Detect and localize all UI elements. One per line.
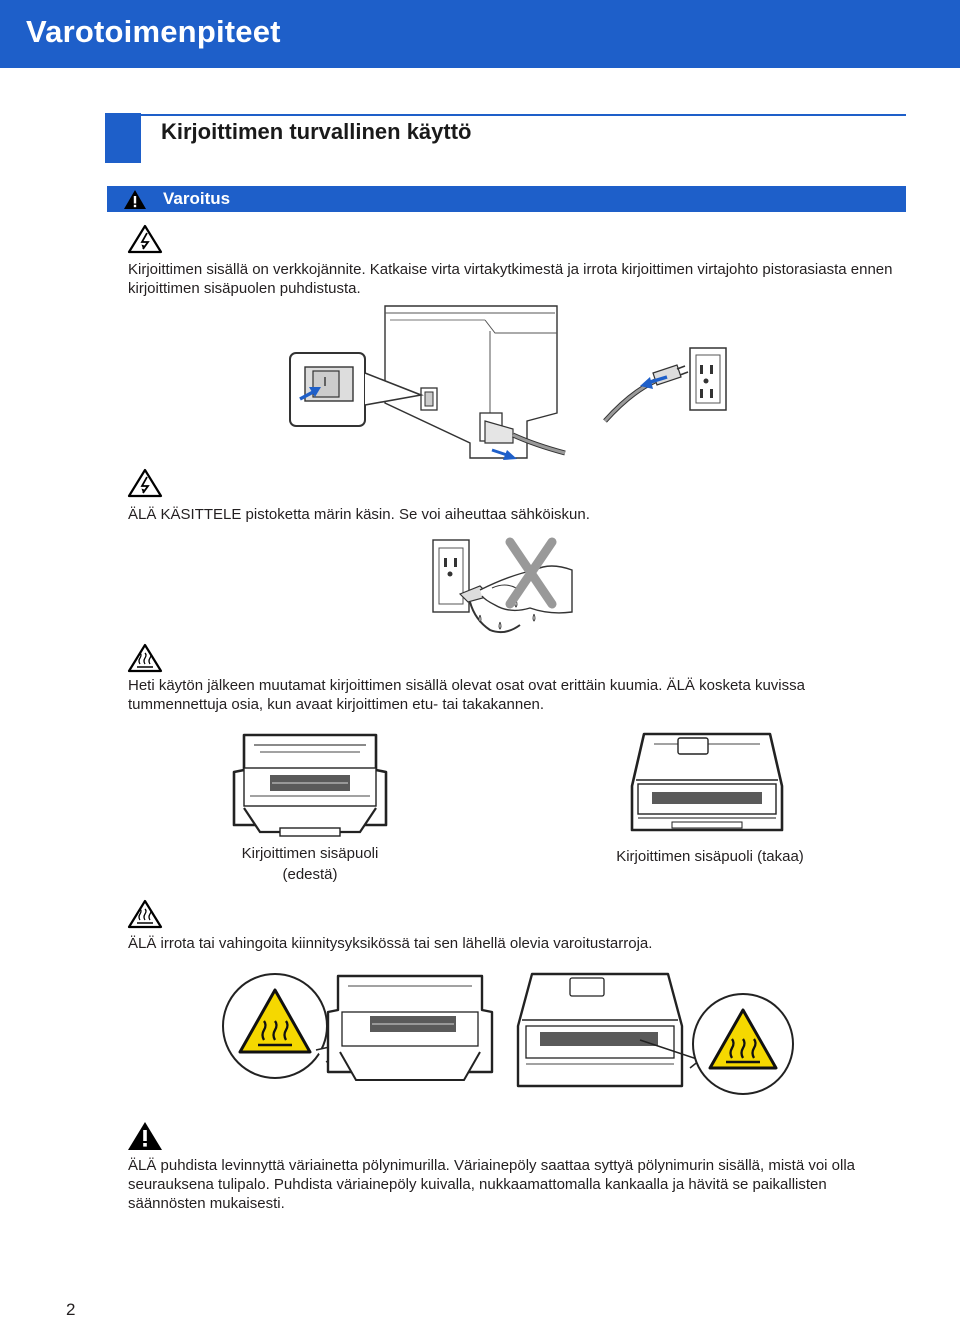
caption-back: Kirjoittimen sisäpuoli (takaa) [616,848,804,865]
warning-text-3: Heti käytön jälkeen muutamat kirjoittimen sisällä olevat osat ovat erittäin kuumia. ÄLÄ kosketa kuvissa tummennettuja osia, kun avaat kirjoittimen etu- tai takakannen. [128,677,805,713]
warning-text-1: Kirjoittimen sisällä on verkkojännite. Katkaise virta virtakytkimestä ja irrota kirjoittimen virtajohto pistorasiasta ennen kirjoittimen sisäpuolen puhdistusta. [128,261,893,297]
title-bar [0,0,960,68]
page-title: Varotoimenpiteet [26,14,281,49]
section-marker [105,113,141,163]
page-number: 2 [66,1300,76,1319]
section-rule [141,114,906,116]
warning-labels-illustration [220,968,800,1098]
printer-front-illustration [230,730,390,840]
warning-text-5: ÄLÄ puhdista levinnyttä väriainetta pölynimurilla. Väriainepöly saattaa syttyä pölynimurin sisällä, mistä voi olla seurauksena tulipalo. Puhdista väriainepöly kuivalla, nukkaamattomalla kankaalla ja hävitä se paikallisten säännösten mukaisesti. [128,1157,856,1212]
hot-surface-icon [127,899,163,929]
hot-surface-icon [127,643,163,673]
warning-text-2: ÄLÄ KÄSITTELE pistoketta märin käsin. Se voi aiheuttaa sähköiskun. [128,506,590,523]
wet-hands-illustration [430,530,580,640]
section-title: Kirjoittimen turvallinen käyttö [161,119,472,144]
printer-back-illustration [622,730,792,840]
warning-text-4: ÄLÄ irrota tai vahingoita kiinnitysyksikössä tai sen lähellä olevia varoitustarroja. [128,935,653,952]
warning-exclamation-icon [127,1121,163,1151]
electric-hazard-icon [127,468,163,498]
caption-front: Kirjoittimen sisäpuoli (edestä) [241,845,379,883]
warning-bar [107,186,906,212]
power-off-illustration [285,303,745,473]
warning-label: Varoitus [163,189,231,208]
warning-triangle-icon [123,189,147,210]
electric-hazard-icon [127,224,163,254]
